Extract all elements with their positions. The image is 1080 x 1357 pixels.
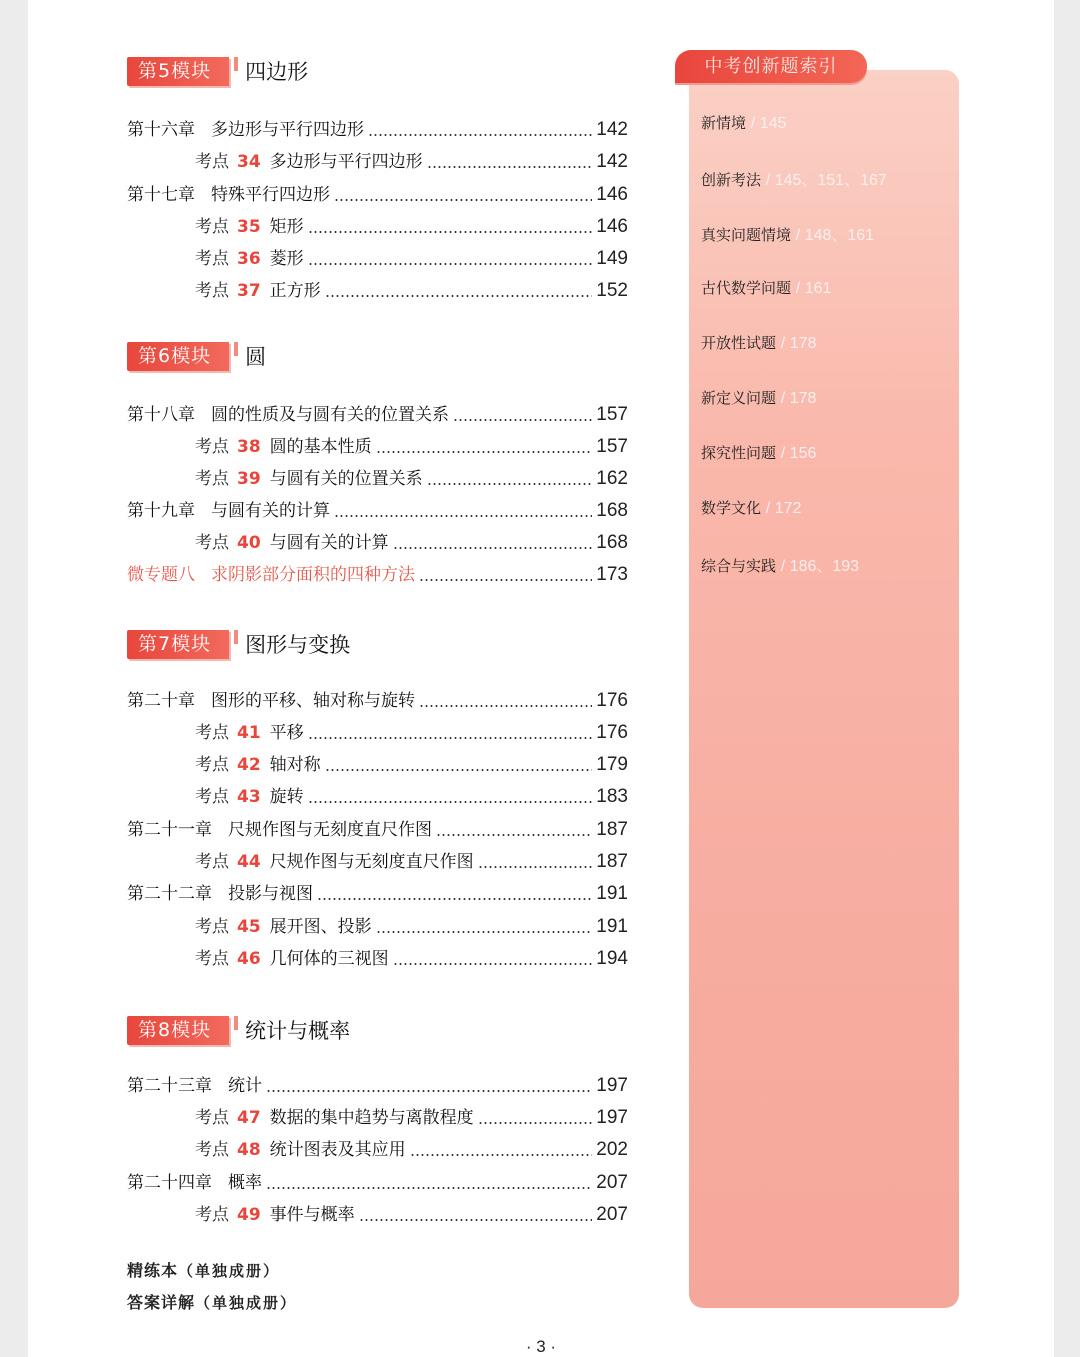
dot-leader xyxy=(393,547,593,549)
point-title: 多边形与平行四边形 xyxy=(269,152,423,172)
innovation-index-panel xyxy=(689,70,959,1308)
page-number: 152 xyxy=(596,280,628,301)
page-number: 194 xyxy=(596,948,628,969)
toc-point-row[interactable] xyxy=(195,911,628,939)
point-title: 统计图表及其应用 xyxy=(269,1140,406,1160)
point-label: 考点 xyxy=(195,949,229,969)
page-number: 162 xyxy=(596,468,628,489)
dot-leader xyxy=(410,1154,593,1156)
point-label: 考点 xyxy=(195,852,229,872)
extra-note: （单独成册） xyxy=(195,1294,298,1312)
chapter-title: 统计 xyxy=(228,1076,262,1096)
index-item-label: 新情境 xyxy=(701,114,747,132)
page-number: 142 xyxy=(596,119,628,140)
module-badge: 第6模块 xyxy=(127,342,229,371)
dot-leader xyxy=(478,866,593,868)
module-title: 图形与变换 xyxy=(245,633,351,657)
index-item[interactable] xyxy=(701,332,816,353)
point-label: 考点 xyxy=(195,469,229,489)
extra-booklet-item xyxy=(127,1290,297,1313)
dot-leader xyxy=(427,166,593,168)
extra-title: 精练本 xyxy=(127,1261,179,1280)
page-number: 183 xyxy=(596,786,628,807)
point-number: 49 xyxy=(237,1205,261,1225)
dot-leader xyxy=(334,199,592,201)
page-number: 207 xyxy=(596,1204,628,1225)
index-item-label: 探究性问题 xyxy=(701,444,777,462)
module-header xyxy=(127,628,350,660)
index-item-label: 新定义问题 xyxy=(701,389,777,407)
extra-title: 答案详解 xyxy=(127,1293,196,1312)
page-number: 187 xyxy=(596,851,628,872)
chapter-title: 多边形与平行四边形 xyxy=(211,120,364,140)
index-item[interactable] xyxy=(701,553,859,576)
toc-point-row[interactable] xyxy=(195,943,628,971)
page-number: 197 xyxy=(596,1107,628,1128)
toc-chapter-row[interactable] xyxy=(127,1070,628,1098)
toc-point-row[interactable] xyxy=(195,431,628,459)
index-item-pages: / 145、151、167 xyxy=(765,172,887,189)
chapter-title: 圆的性质及与圆有关的位置关系 xyxy=(211,405,449,425)
dot-leader xyxy=(308,737,593,739)
toc-chapter-row[interactable] xyxy=(127,399,628,427)
point-number: 37 xyxy=(237,281,261,301)
point-title: 与圆有关的位置关系 xyxy=(269,469,423,489)
module-badge: 第7模块 xyxy=(127,630,229,659)
point-title: 事件与概率 xyxy=(269,1205,355,1225)
point-title: 菱形 xyxy=(269,249,304,269)
point-title: 数据的集中趋势与离散程度 xyxy=(269,1108,474,1128)
page-number: 157 xyxy=(596,404,628,425)
index-item[interactable] xyxy=(701,222,874,245)
point-number: 36 xyxy=(237,249,261,269)
toc-point-row[interactable] xyxy=(195,527,628,555)
chapter-number: 第十九章 xyxy=(127,501,195,521)
module-title: 四边形 xyxy=(245,60,309,84)
chapter-number: 第十七章 xyxy=(127,185,195,205)
point-number: 35 xyxy=(237,217,261,237)
chapter-number: 第二十四章 xyxy=(127,1173,212,1193)
point-label: 考点 xyxy=(195,437,229,457)
page-number: 142 xyxy=(596,151,628,172)
toc-chapter-row[interactable] xyxy=(127,1167,628,1195)
point-number: 46 xyxy=(237,949,261,969)
page-number: 146 xyxy=(596,184,628,205)
module-title: 圆 xyxy=(245,345,267,369)
point-label: 考点 xyxy=(195,723,229,743)
point-number: 43 xyxy=(237,787,261,807)
toc-point-row[interactable] xyxy=(195,1134,628,1162)
toc-page xyxy=(28,0,1054,1357)
dot-leader xyxy=(376,451,593,453)
point-number: 47 xyxy=(237,1108,261,1128)
toc-chapter-row[interactable] xyxy=(127,114,628,142)
toc-point-row[interactable] xyxy=(195,1199,628,1227)
index-item-label: 古代数学问题 xyxy=(701,279,792,297)
index-item[interactable] xyxy=(701,442,816,463)
dot-leader xyxy=(308,231,593,233)
extra-note: （单独成册） xyxy=(178,1262,281,1280)
dot-leader xyxy=(266,1187,592,1189)
toc-chapter-row[interactable] xyxy=(127,814,628,842)
point-title: 与圆有关的计算 xyxy=(269,533,389,553)
module-header xyxy=(127,55,308,87)
index-item-label: 开放性试题 xyxy=(701,334,777,352)
page-number: 179 xyxy=(596,754,628,775)
toc-point-row[interactable] xyxy=(195,781,628,809)
page-number: 168 xyxy=(596,532,628,553)
index-item[interactable] xyxy=(701,112,786,133)
point-number: 45 xyxy=(237,917,261,937)
point-title: 展开图、投影 xyxy=(269,917,372,937)
index-item-label: 真实问题情境 xyxy=(701,226,792,244)
index-item-pages: / 148、161 xyxy=(795,227,875,244)
index-item[interactable] xyxy=(701,387,816,408)
point-number: 48 xyxy=(237,1140,261,1160)
toc-point-row[interactable] xyxy=(195,846,628,874)
page-number: 191 xyxy=(596,883,628,904)
point-title: 旋转 xyxy=(269,787,304,807)
chapter-title: 图形的平移、轴对称与旋转 xyxy=(211,691,415,711)
module-badge: 第8模块 xyxy=(127,1016,229,1045)
dot-leader xyxy=(376,931,593,933)
index-item-pages: / 178 xyxy=(780,335,817,352)
point-label: 考点 xyxy=(195,217,229,237)
point-label: 考点 xyxy=(195,281,229,301)
page-number: 149 xyxy=(596,248,628,269)
index-item-label: 综合与实践 xyxy=(701,557,777,575)
toc-point-row[interactable] xyxy=(195,749,628,777)
dot-leader xyxy=(368,134,592,136)
page-number: 191 xyxy=(596,916,628,937)
module-badge: 第5模块 xyxy=(127,57,229,86)
page-number: 168 xyxy=(596,500,628,521)
index-item[interactable] xyxy=(701,167,887,190)
dot-leader xyxy=(393,963,593,965)
point-title: 正方形 xyxy=(269,281,321,301)
point-label: 考点 xyxy=(195,152,229,172)
point-number: 40 xyxy=(237,533,261,553)
toc-special-topic-row[interactable] xyxy=(127,559,628,587)
dot-leader xyxy=(325,769,593,771)
chapter-title: 概率 xyxy=(228,1173,262,1193)
module-title: 统计与概率 xyxy=(245,1019,351,1043)
point-number: 38 xyxy=(237,437,261,457)
point-number: 39 xyxy=(237,469,261,489)
point-title: 几何体的三视图 xyxy=(269,949,389,969)
point-title: 尺规作图与无刻度直尺作图 xyxy=(269,852,474,872)
page-number: 146 xyxy=(596,216,628,237)
point-label: 考点 xyxy=(195,1140,229,1160)
page-number: 173 xyxy=(596,564,628,585)
chapter-number: 第十八章 xyxy=(127,405,195,425)
page-number: 207 xyxy=(596,1172,628,1193)
innovation-index-title: 中考创新题索引 xyxy=(675,50,867,83)
point-number: 34 xyxy=(237,152,261,172)
point-label: 考点 xyxy=(195,533,229,553)
page-number: 187 xyxy=(596,819,628,840)
index-item-pages: / 178 xyxy=(780,390,817,407)
chapter-title: 尺规作图与无刻度直尺作图 xyxy=(228,820,432,840)
point-title: 平移 xyxy=(269,723,304,743)
dot-leader xyxy=(308,263,593,265)
toc-chapter-row[interactable] xyxy=(127,878,628,906)
point-label: 考点 xyxy=(195,755,229,775)
toc-chapter-row[interactable] xyxy=(127,179,628,207)
index-item[interactable] xyxy=(701,277,831,298)
toc-point-row[interactable] xyxy=(195,717,628,745)
point-number: 41 xyxy=(237,723,261,743)
toc-point-row[interactable] xyxy=(195,211,628,239)
page-number: 176 xyxy=(596,722,628,743)
chapter-number: 第二十三章 xyxy=(127,1076,212,1096)
index-item-label: 创新考法 xyxy=(701,171,762,189)
chapter-number: 第二十一章 xyxy=(127,820,212,840)
page-number: 202 xyxy=(596,1139,628,1160)
toc-point-row[interactable] xyxy=(195,243,628,271)
dot-leader xyxy=(359,1219,593,1221)
point-label: 考点 xyxy=(195,917,229,937)
index-item-label: 数学文化 xyxy=(701,499,762,517)
point-label: 考点 xyxy=(195,249,229,269)
module-header xyxy=(127,1014,350,1046)
page-number: 197 xyxy=(596,1075,628,1096)
point-number: 42 xyxy=(237,755,261,775)
dot-leader xyxy=(325,295,593,297)
index-item[interactable] xyxy=(701,497,801,518)
index-item-pages: / 145 xyxy=(750,115,787,132)
dot-leader xyxy=(308,801,593,803)
dot-leader xyxy=(419,579,592,581)
index-item-pages: / 186、193 xyxy=(780,558,860,575)
dot-leader xyxy=(453,419,592,421)
dot-leader xyxy=(478,1122,593,1124)
page-number: 157 xyxy=(596,436,628,457)
dot-leader xyxy=(266,1090,592,1092)
point-title: 矩形 xyxy=(269,217,304,237)
page-footer-number: · 3 · xyxy=(525,1337,557,1356)
toc-chapter-row[interactable] xyxy=(127,685,628,713)
toc-chapter-row[interactable] xyxy=(127,495,628,523)
chapter-number: 第十六章 xyxy=(127,120,195,140)
dot-leader xyxy=(427,483,593,485)
point-label: 考点 xyxy=(195,1108,229,1128)
toc-point-row[interactable] xyxy=(195,146,628,174)
module-header xyxy=(127,340,266,372)
chapter-number: 第二十章 xyxy=(127,691,195,711)
toc-point-row[interactable] xyxy=(195,1102,628,1130)
point-title: 轴对称 xyxy=(269,755,321,775)
chapter-title: 特殊平行四边形 xyxy=(211,185,330,205)
dot-leader xyxy=(419,705,592,707)
dot-leader xyxy=(436,834,592,836)
index-item-pages: / 172 xyxy=(765,500,802,517)
toc-point-row[interactable] xyxy=(195,463,628,491)
special-topic-number: 微专题八 xyxy=(127,565,195,585)
chapter-title: 投影与视图 xyxy=(228,884,313,904)
point-number: 44 xyxy=(237,852,261,872)
toc-point-row[interactable] xyxy=(195,275,628,303)
dot-leader xyxy=(334,515,592,517)
chapter-title: 与圆有关的计算 xyxy=(211,501,330,521)
point-label: 考点 xyxy=(195,1205,229,1225)
index-item-pages: / 161 xyxy=(795,280,832,297)
point-label: 考点 xyxy=(195,787,229,807)
chapter-number: 第二十二章 xyxy=(127,884,212,904)
page-number: 176 xyxy=(596,690,628,711)
dot-leader xyxy=(317,898,592,900)
special-topic-title: 求阴影部分面积的四种方法 xyxy=(211,565,415,585)
point-title: 圆的基本性质 xyxy=(269,437,372,457)
index-item-pages: / 156 xyxy=(780,445,817,462)
extra-booklet-item xyxy=(127,1258,280,1281)
